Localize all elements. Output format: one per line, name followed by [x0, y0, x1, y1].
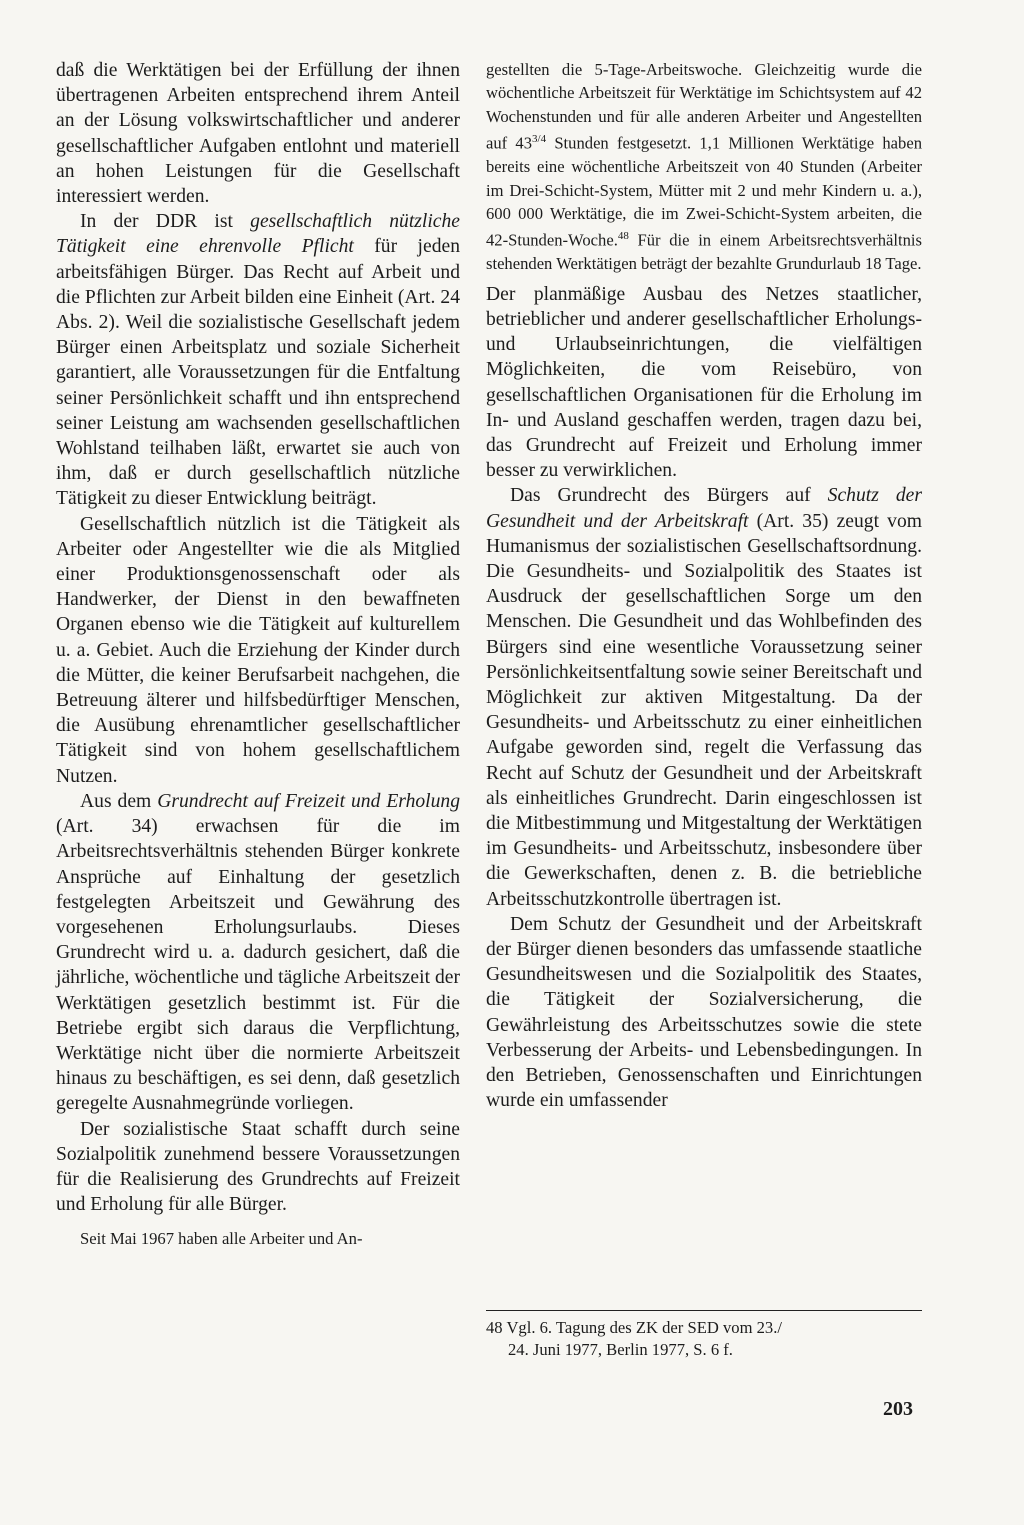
- emphasis: Schutz der Gesundheit und der Arbeitskraft: [486, 485, 922, 532]
- footnote-rule: [486, 1310, 922, 1311]
- emphasis: gesellschaftlich nützliche Tätigkeit eine ehrenvolle Pflicht: [56, 211, 460, 258]
- text-run: In der DDR ist: [80, 211, 251, 233]
- text-run: Aus dem: [80, 790, 158, 812]
- paragraph: Der sozialistische Staat schafft durch seine Sozialpolitik zunehmend bessere Voraussetzungen für die Realisierung des Grundrechts auf Freizeit und Erholung für alle Bürger.: [56, 1118, 460, 1216]
- text-run: (Art. 35) zeugt vom Humanismus der sozialistischen Gesellschaftsordnung. Die Gesundheits- und Sozialpolitik des Staates ist Ausdruck der gesellschaftlichen Sorge um den Menschen. Die Gesundheit und das Wohlbefinden des Bürgers sind eine wesentliche Voraussetzung seiner Persönlichkeitsentfaltung sowie seiner Bereitschaft und Möglichkeit zur aktiven Mitgestaltung. Da der Gesundheits- und Arbeitsschutz zu einer einheitlichen Aufgabe geworden sind, regelt die Verfassung das Recht auf Schutz der Gesundheit und der Arbeitskraft als einheitliches Grundrecht. Darin eingeschlossen ist die Mitbestimmung und Mitgestaltung der Werktätigen im Gesundheits- und Arbeitsschutz, insbesondere über die Gewerkschaften, denen z. B. die betriebliche Arbeitsschutzkontrolle übertragen ist.: [486, 510, 922, 910]
- left-column: [56, 58, 460, 1251]
- text-run: Für die in einem Arbeitsrechtsverhältnis stehenden Werktätigen beträgt der bezahlte Grundurlaub 18 Tage.: [486, 230, 922, 274]
- paragraph: Der planmäßige Ausbau des Netzes staatlicher, betrieblicher und anderer gesellschaftlicher Erholungs- und Urlaubseinrichtungen, die vielfältigen Möglichkeiten, die vom Reisebüro, von gesellschaftlichen Organisationen für die Erholung im In- und Ausland geschaffen werden, tragen dazu bei, das Grundrecht auf Freizeit und Erholung immer besser zu verwirklichen.: [486, 283, 922, 482]
- fraction: 3/4: [532, 133, 547, 146]
- footnote-reference: 48: [617, 230, 629, 243]
- spacer: [56, 1217, 460, 1227]
- paragraph: [56, 209, 460, 511]
- paragraph: daß die Werktätigen bei der Erfüllung der ihnen übertragenen Arbeiten entsprechend ihrem Anteil an der Lösung volkswirtschaftlicher und anderer gesellschaftlicher Aufgaben entlohnt und materiell an hohen Leistungen für die Gesellschaft interessiert werden.: [56, 60, 460, 208]
- paragraph-small: Seit Mai 1967 haben alle Arbeiter und An-: [80, 1229, 363, 1249]
- page-number: 203: [883, 1398, 913, 1420]
- footnote-line: 48 Vgl. 6. Tagung des ZK der SED vom 23./: [486, 1318, 782, 1337]
- right-column: [486, 58, 922, 1113]
- footnote: [486, 1318, 922, 1361]
- paragraph: Dem Schutz der Gesundheit und der Arbeitskraft der Bürger dienen besonders das umfassende staatliche Gesundheitswesen und die Sozialpolitik des Staates, die Tätigkeit der Sozialversicherung, die Gewährleistung des Arbeitsschutzes sowie die stete Verbesserung der Arbeits- und Lebensbedingungen. In den Betrieben, Genossenschaften und Einrichtungen wurde ein umfassender: [486, 913, 922, 1112]
- paragraph-small: [486, 58, 922, 276]
- text-run: für jeden arbeitsfähigen Bürger. Das Recht auf Arbeit und die Pflichten zur Arbeit bilden eine Einheit (Art. 24 Abs. 2). Weil die sozialistische Gesellschaft jedem Bürger einen Arbeitsplatz und soziale Sicherheit garantiert, alle Voraussetzungen für die Entfaltung seiner Persönlichkeit schafft und ihn entsprechend seiner Leistung am wachsenden gesellschaftlichen Wohlstand teilhaben läßt, erwartet sie auch von ihm, daß er durch gesellschaftlich nützliche Tätigkeit zu dieser Entwicklung beiträgt.: [56, 236, 460, 510]
- emphasis: Grundrecht auf Freizeit und Erholung: [157, 790, 460, 812]
- text-run: Stunden festgesetzt. 1,1 Millionen Werktätige haben bereits eine wöchentliche Arbeitszeit von 40 Stunden (Arbeiter im Drei-Schicht-System, Mütter mit 2 und mehr Kindern u. a.), 600 000 Werktätige, die im Zwei-Schicht-System arbeiten, die 42-Stunden-Woche.: [486, 133, 922, 250]
- text-run: gestellten die 5-Tage-Arbeitswoche. Gleichzeitig wurde die wöchentliche Arbeitszeit für Werktätige im Schichtsystem auf 42 Wochenstunden und für alle anderen Arbeiter und Angestellten auf 43: [486, 60, 922, 153]
- footnote-line: 24. Juni 1977, Berlin 1977, S. 6 f.: [508, 1340, 733, 1359]
- paragraph: [486, 483, 922, 911]
- text-run: Das Grundrecht des Bürgers auf: [510, 485, 828, 507]
- text-run: (Art. 34) erwachsen für die im Arbeitsrechtsverhältnis stehenden Bürger konkrete Ansprüche auf Einhaltung der gesetzlich festgelegten Arbeitszeit und Gewährung des vorgesehenen Erholungsurlaubs. Dieses Grundrecht wird u. a. dadurch gesichert, daß die jährliche, wöchentliche und tägliche Arbeitszeit der Werktätigen gesetzlich bestimmt ist. Für die Betriebe ergibt sich daraus die Verpflichtung, Werktätige nicht über die normierte Arbeitszeit hinaus zu beschäftigen, es sei denn, daß gesetzlich geregelte Ausnahmegründe vorliegen.: [56, 816, 460, 1115]
- paragraph: [56, 789, 460, 1117]
- paragraph: Gesellschaftlich nützlich ist die Tätigkeit als Arbeiter oder Angestellter wie die als Mitglied einer Produktionsgenossenschaft oder als Handwerker, der Dienst in den bewaffneten Organen ebenso wie die Tätigkeit auf kulturellem u. a. Gebiet. Auch die Erziehung der Kinder durch die Mütter, die keiner Berufsarbeit nachgehen, die Betreuung älterer und hilfsbedürftiger Menschen, die Ausübung ehrenamtlicher gesellschaftlicher Tätigkeit sind von hohem gesellschaftlichem Nutzen.: [56, 513, 460, 787]
